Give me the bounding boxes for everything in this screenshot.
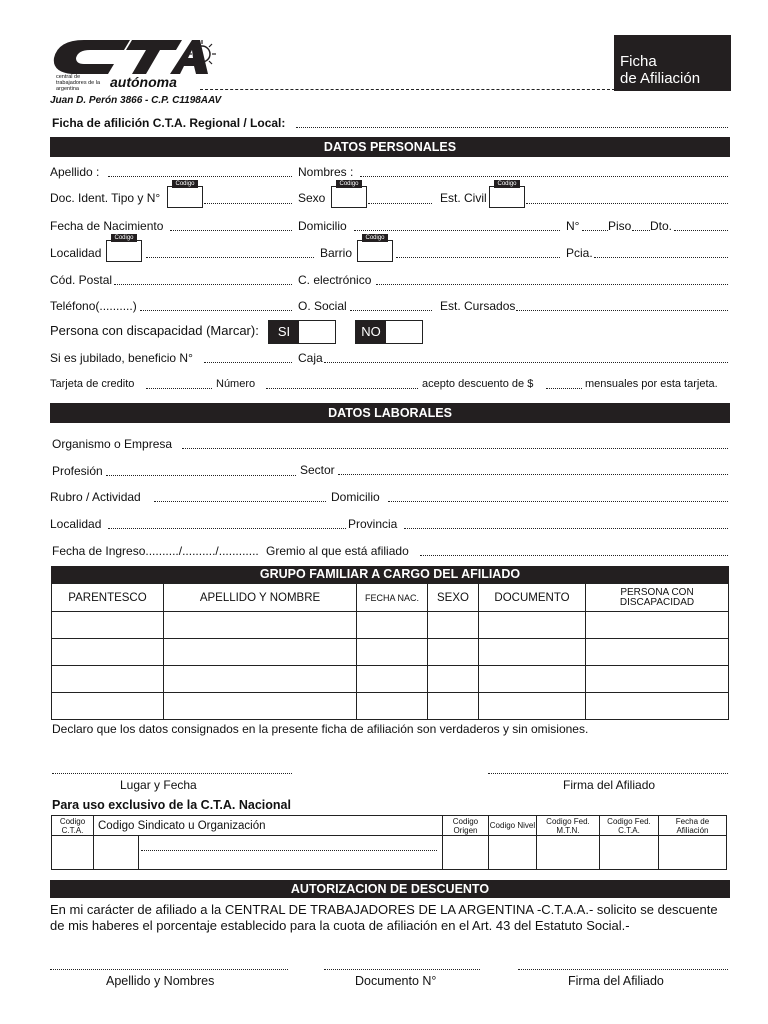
doc-label: Doc. Ident. Tipo y N° (50, 191, 161, 205)
firma-afiliado-label: Firma del Afiliado (563, 778, 656, 792)
mensuales-label: mensuales por esta tarjeta. (585, 378, 718, 390)
sector-label: Sector (300, 463, 335, 477)
title-line2: de Afiliación (620, 70, 701, 87)
doc-field[interactable] (204, 203, 292, 204)
sig-documento-field[interactable] (324, 969, 480, 970)
familia-table (51, 583, 729, 720)
rubro-label: Rubro / Actividad (50, 490, 141, 504)
tarjeta-field[interactable] (146, 388, 212, 389)
fecha-nac-label: Fecha de Nacimiento (50, 219, 164, 233)
profesion-label: Profesión (52, 464, 103, 478)
familia-header-row (52, 584, 729, 612)
barrio-field[interactable] (396, 257, 560, 258)
sig-documento-label: Documento N° (355, 974, 437, 988)
fecha-ingreso-label: Fecha de Ingreso........../........../............ (52, 544, 259, 558)
barrio-code-box[interactable] (357, 235, 393, 262)
apellido-label: Apellido : (50, 165, 100, 179)
autorizacion-line1: En mi carácter de afiliado a la CENTRAL DE TRABAJADORES DE LA ARGENTINA -C.T.A.A.- solicito se descuente (50, 902, 718, 917)
domicilio-laboral-field[interactable] (388, 501, 728, 502)
section-datos-personales: DATOS PERSONALES (50, 137, 730, 157)
no-label: NO (361, 324, 381, 339)
sig-firma-field[interactable] (518, 969, 728, 970)
dto-field[interactable] (674, 230, 728, 231)
header-dashed-line (200, 89, 615, 90)
localidad-laboral-label: Localidad (50, 517, 102, 531)
col-fecha-nac: FECHA NAC. (357, 584, 428, 612)
cell[interactable] (52, 639, 164, 666)
acepto-label: acepto descuento de $ (422, 378, 534, 390)
pcia-label: Pcia. (566, 246, 593, 260)
provincia-field[interactable] (404, 528, 728, 529)
doc-code-box[interactable] (167, 181, 203, 208)
lugar-fecha-field[interactable] (52, 773, 292, 774)
pcia-field[interactable] (594, 257, 728, 258)
acepto-field[interactable] (546, 388, 582, 389)
sig-nombre-label: Apellido y Nombres (106, 974, 215, 988)
est-civil-field[interactable] (526, 203, 728, 204)
cell[interactable] (428, 666, 479, 693)
code-tag: Codigo (362, 234, 388, 242)
cell[interactable] (357, 693, 428, 720)
cell[interactable] (479, 693, 586, 720)
correo-field[interactable] (376, 284, 728, 285)
sig-nombre-field[interactable] (50, 969, 288, 970)
cta-logo-icon (50, 36, 220, 76)
cell[interactable] (488, 836, 536, 870)
cell[interactable] (139, 836, 443, 870)
domicilio-laboral-label: Domicilio (331, 490, 380, 504)
cell[interactable] (442, 836, 488, 870)
nacional-table (51, 815, 727, 870)
col-sexo: SEXO (428, 584, 479, 612)
col-cod-origen: Codigo Origen (442, 816, 488, 836)
nacional-title: Para uso exclusivo de la C.T.A. Nacional (52, 798, 291, 812)
firma-afiliado-field[interactable] (488, 773, 728, 774)
table-row (52, 693, 729, 720)
fecha-nac-field[interactable] (170, 230, 292, 231)
logo-subtitle: central de trabajadores de la argentina (56, 74, 101, 92)
col-discapacidad: PERSONA CON DISCAPACIDAD (586, 584, 729, 612)
cell[interactable] (586, 639, 729, 666)
jubilado-label: Si es jubilado, beneficio N° (50, 351, 193, 365)
cell[interactable] (428, 639, 479, 666)
telefono-field[interactable] (140, 310, 292, 311)
code-tag: Codigo (494, 180, 520, 188)
piso-label: Piso (608, 219, 632, 233)
caja-field[interactable] (324, 362, 728, 363)
table-row (52, 836, 727, 870)
section-datos-laborales: DATOS LABORALES (50, 403, 730, 423)
sector-field[interactable] (338, 474, 728, 475)
code-tag: Codigo (172, 180, 198, 188)
grupo-familiar-title: GRUPO FAMILIAR A CARGO DEL AFILIADO (259, 567, 521, 581)
obra-social-label: O. Social (298, 299, 347, 313)
cell[interactable] (164, 666, 357, 693)
numero-tarjeta-field[interactable] (266, 388, 418, 389)
cell[interactable] (164, 693, 357, 720)
no-checkbox[interactable] (355, 320, 423, 344)
cell[interactable] (52, 693, 164, 720)
organismo-label: Organismo o Empresa (52, 437, 173, 451)
section-grupo-familiar (51, 566, 729, 583)
nombres-label: Nombres : (298, 165, 354, 179)
discapacidad-label: Persona con discapacidad (Marcar): (50, 323, 259, 338)
address: Juan D. Perón 3866 - C.P. C1198AAV (50, 95, 222, 106)
correo-label: C. electrónico (298, 273, 372, 287)
nombres-field[interactable] (360, 176, 728, 177)
localidad-code-box[interactable] (106, 235, 142, 262)
numero-label: N° (566, 219, 580, 233)
cell[interactable] (94, 836, 139, 870)
apellido-field[interactable] (108, 176, 292, 177)
cell[interactable] (586, 693, 729, 720)
cell[interactable] (479, 666, 586, 693)
obra-social-field[interactable] (350, 310, 432, 311)
table-row (52, 612, 729, 639)
est-cursados-label: Est. Cursados (440, 299, 516, 313)
table-row (52, 666, 729, 693)
sexo-field[interactable] (368, 203, 432, 204)
jubilado-field[interactable] (204, 362, 292, 363)
logo-word: autónoma (110, 74, 177, 90)
cod-postal-field[interactable] (114, 284, 292, 285)
si-checkbox[interactable] (268, 320, 336, 344)
barrio-label: Barrio (320, 246, 353, 260)
cell[interactable] (52, 612, 164, 639)
si-tag (269, 321, 299, 343)
profesion-field[interactable] (106, 475, 296, 476)
cell[interactable] (52, 666, 164, 693)
cell[interactable] (658, 836, 726, 870)
col-cod-nivel: Codigo Nivel (488, 816, 536, 836)
no-tag (356, 321, 386, 343)
cell[interactable] (479, 639, 586, 666)
cell[interactable] (357, 639, 428, 666)
code-tag: Codigo (111, 234, 137, 242)
section-autorizacion: AUTORIZACION DE DESCUENTO (50, 880, 730, 898)
cell[interactable] (357, 666, 428, 693)
title-line1: Ficha (620, 53, 657, 70)
cod-postal-label: Cód. Postal (50, 273, 113, 287)
sindicato-field[interactable] (141, 850, 437, 851)
rubro-field[interactable] (154, 501, 326, 502)
est-civil-code-box[interactable] (489, 181, 525, 208)
cell[interactable] (536, 836, 599, 870)
est-cursados-field[interactable] (516, 310, 728, 311)
col-cod-fed-mtn: Codigo Fed. M.T.N. (536, 816, 599, 836)
cell[interactable] (52, 836, 94, 870)
organismo-field[interactable] (182, 448, 728, 449)
localidad-laboral-field[interactable] (108, 528, 346, 529)
caja-label: Caja (298, 351, 323, 365)
cell[interactable] (428, 693, 479, 720)
col-apellido-nombre: APELLIDO Y NOMBRE (164, 584, 357, 612)
telefono-label: Teléfono(..........) (50, 299, 137, 313)
nacional-header-row (52, 816, 727, 836)
cell[interactable] (586, 612, 729, 639)
cell[interactable] (164, 612, 357, 639)
sexo-label: Sexo (298, 191, 326, 205)
numero-field[interactable] (582, 230, 608, 231)
est-civil-label: Est. Civil (440, 191, 487, 205)
col-fecha-afiliacion: Fecha de Afiliación (658, 816, 726, 836)
code-tag: Codigo (336, 180, 362, 188)
localidad-label: Localidad (50, 246, 102, 260)
cell[interactable] (586, 666, 729, 693)
autorizacion-line2: de mis haberes el porcentaje establecido para la cuota de afiliación en el Art. 43 del Estatuto Social.- (50, 918, 630, 933)
cell[interactable] (479, 612, 586, 639)
regional-label: Ficha de afilición C.T.A. Regional / Local: (52, 116, 286, 130)
col-cod-sindicato: Codigo Sindicato u Organización (94, 816, 443, 836)
cell[interactable] (599, 836, 658, 870)
col-cod-cta: Codigo C.T.A. (52, 816, 94, 836)
sig-firma-label: Firma del Afiliado (568, 974, 664, 988)
cell[interactable] (357, 612, 428, 639)
provincia-label: Provincia (348, 517, 398, 531)
gremio-label: Gremio al que está afiliado (266, 544, 409, 558)
cell[interactable] (428, 612, 479, 639)
cta-logo (50, 36, 220, 94)
localidad-field[interactable] (146, 257, 314, 258)
table-row (52, 639, 729, 666)
gremio-field[interactable] (420, 555, 728, 556)
lugar-fecha-label: Lugar y Fecha (120, 778, 197, 792)
cell[interactable] (164, 639, 357, 666)
regional-field[interactable] (296, 127, 728, 128)
title-box (614, 35, 731, 91)
piso-field[interactable] (632, 230, 650, 231)
numero-tarjeta-label: Número (216, 378, 256, 390)
tarjeta-label: Tarjeta de credito (50, 378, 135, 390)
domicilio-field[interactable] (354, 230, 560, 231)
declaracion-text: Declaro que los datos consignados en la presente ficha de afiliación son verdaderos y sin omisiones. (52, 722, 589, 736)
dto-label: Dto. (650, 219, 673, 233)
col-cod-fed-cta: Codigo Fed. C.T.A. (599, 816, 658, 836)
domicilio-label: Domicilio (298, 219, 347, 233)
col-documento: DOCUMENTO (479, 584, 586, 612)
sexo-code-box[interactable] (331, 181, 367, 208)
col-parentesco: PARENTESCO (52, 584, 164, 612)
si-label: SI (277, 324, 291, 339)
